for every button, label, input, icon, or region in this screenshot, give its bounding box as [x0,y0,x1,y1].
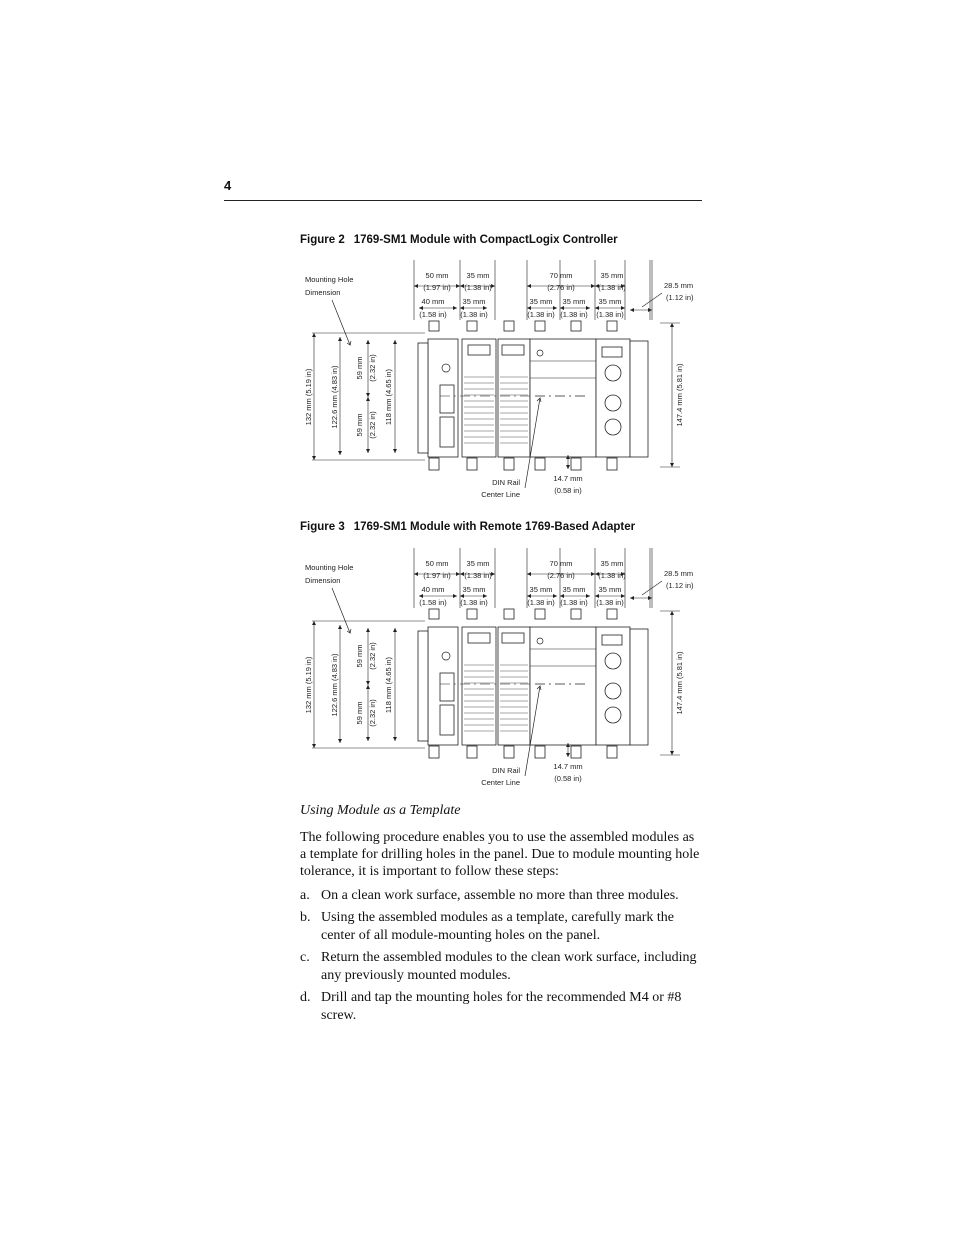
mounting-tab [571,458,581,470]
mounting-tab [429,746,439,758]
step-item [300,909,702,945]
io-module [498,627,530,745]
procedure-steps [300,887,702,1029]
mounting-tab [571,609,581,619]
dimension-label: 14.7 mm [553,762,583,771]
mounting-hole-label: Dimension [305,576,341,585]
page-number: 4 [224,178,232,193]
mounting-tab [535,609,545,619]
dimension-label: (2.32 in) [368,642,377,670]
dimension-label: 35 mm [600,271,624,280]
dimension-label: 147.4 mm (5.81 in) [675,363,684,427]
mounting-tab [607,321,617,331]
din-rail-label: Center Line [481,778,520,787]
dimension-label: (1.38 in) [464,283,492,292]
mounting-hole-label: Mounting Hole [305,563,354,572]
figure-2-diagram [290,255,700,505]
mounting-tab [504,746,514,758]
port-connector-icon [605,683,621,699]
dimension-label: (1.38 in) [527,598,555,607]
port-connector-icon [605,653,621,669]
end-cap [418,631,428,741]
dimension-label: (2.76 in) [547,571,575,580]
mounting-tab [429,458,439,470]
dimension-label: (2.32 in) [368,354,377,382]
mounting-tab [467,609,477,619]
dimension-label: 35 mm [600,559,624,568]
figure-3-title: 1769-SM1 Module with Remote 1769-Based Adapter [353,521,636,533]
mounting-tab [504,458,514,470]
dimension-label: (1.38 in) [598,571,626,580]
dimension-label: 50 mm [425,559,449,568]
dimension-label: 50 mm [425,271,449,280]
dimension-label: 70 mm [549,271,573,280]
dimension-label: (1.38 in) [596,598,624,607]
dimension-label: 35 mm [462,585,486,594]
mounting-tab [467,321,477,331]
dimension-label: (1.12 in) [666,293,694,302]
dimension-label: 59 mm [355,356,364,380]
port-connector [440,385,454,413]
end-cap [418,343,428,453]
port-connector-icon [605,365,621,381]
dimension-label: 59 mm [355,701,364,725]
figure-2-number: Figure 2 [300,234,345,246]
dimension-label: (1.58 in) [419,310,447,319]
figure-3-caption [300,521,635,533]
leader-line [332,588,351,633]
port-connector [440,705,454,735]
dimension-label: 35 mm [462,297,486,306]
dimension-label: (0.58 in) [554,486,582,495]
mounting-tab [607,609,617,619]
dimension-label: 147.4 mm (5.81 in) [675,651,684,715]
end-cap [630,629,648,745]
dimension-label: (2.32 in) [368,411,377,439]
dimension-label: 40 mm [421,297,445,306]
led-panel [602,635,622,645]
figure-3-diagram [290,543,700,793]
din-rail-label: Center Line [481,490,520,499]
mounting-tab [467,746,477,758]
din-rail-label: DIN Rail [492,478,520,487]
dimension-label: 59 mm [355,644,364,668]
dimension-label: 118 mm (4.65 in) [384,656,393,714]
dimension-label: 40 mm [421,585,445,594]
mounting-tab [607,458,617,470]
dimension-label: (1.38 in) [460,310,488,319]
port-connector-icon [605,707,621,723]
mounting-tab [535,458,545,470]
leader-line [332,300,351,345]
dimension-label: (2.32 in) [368,699,377,727]
step-letter: c. [300,950,310,965]
dimension-label: 132 mm (5.19 in) [304,368,313,426]
step-item [300,887,702,905]
logo-icon [537,638,543,644]
dimension-label: 132 mm (5.19 in) [304,656,313,714]
figure-2-caption [300,234,618,246]
mounting-tab [504,321,514,331]
step-item [300,949,702,985]
mounting-hole-label: Mounting Hole [305,275,354,284]
dimension-label: 35 mm [598,585,622,594]
port-connector-icon [605,419,621,435]
led-panel [502,633,524,643]
dimension-label: 35 mm [529,297,553,306]
port-connector [440,673,454,701]
port-connector-icon [605,395,621,411]
io-module [462,627,496,745]
led-panel [502,345,524,355]
figure-2-title: 1769-SM1 Module with CompactLogix Controller [353,234,618,246]
dimension-label: 35 mm [466,271,490,280]
section-title: Using Module as a Template [300,803,461,818]
dimension-label: (1.97 in) [423,571,451,580]
step-item [300,989,702,1025]
step-text: Drill and tap the mounting holes for the recommended M4 or #8 screw. [321,990,682,1023]
dimension-label: (1.38 in) [598,283,626,292]
step-letter: a. [300,888,310,903]
dimension-label: 14.7 mm [553,474,583,483]
figure-3-number: Figure 3 [300,521,345,533]
io-module [462,339,496,457]
dimension-label: 59 mm [355,413,364,437]
mounting-tab [571,746,581,758]
mounting-tab [607,746,617,758]
end-cap [630,341,648,457]
header-rule [224,200,702,201]
figure-3-svg [290,543,700,793]
led-panel [468,345,490,355]
logo-icon [537,350,543,356]
dimension-label: 35 mm [562,297,586,306]
mounting-hole-label: Dimension [305,288,341,297]
dimension-label: 35 mm [598,297,622,306]
step-letter: b. [300,910,311,925]
intro-paragraph: The following procedure enables you to use the assembled modules as a template for drilling holes in the panel. Due to module mounting hole tolerance, it is important to follow these steps: [300,830,700,879]
io-module [498,339,530,457]
mounting-tab [535,321,545,331]
dimension-label: (1.38 in) [596,310,624,319]
dimension-label: 28.5 mm [664,569,694,578]
dimension-label: 35 mm [466,559,490,568]
mounting-tab [504,609,514,619]
dimension-label: (1.38 in) [460,598,488,607]
mounting-tab [467,458,477,470]
din-rail-label: DIN Rail [492,766,520,775]
mounting-tab [429,321,439,331]
step-letter: d. [300,990,311,1005]
dimension-label: 70 mm [549,559,573,568]
dimension-label: (1.38 in) [464,571,492,580]
step-text: Using the assembled modules as a template, carefully mark the center of all module-mounting holes on the panel. [321,910,675,943]
mounting-tab [429,609,439,619]
dimension-label: 122.6 mm (4.83 in) [330,365,339,429]
dimension-label: (1.38 in) [560,310,588,319]
dimension-label: (1.38 in) [527,310,555,319]
port-connector [440,417,454,447]
led-panel [468,633,490,643]
led-panel [602,347,622,357]
dimension-label: (2.76 in) [547,283,575,292]
dimension-label: 35 mm [562,585,586,594]
figure-2-svg [290,255,700,505]
dimension-label: 122.6 mm (4.83 in) [330,653,339,717]
dimension-label: 118 mm (4.65 in) [384,368,393,426]
dimension-label: (1.12 in) [666,581,694,590]
dimension-label: (1.58 in) [419,598,447,607]
dimension-label: (1.97 in) [423,283,451,292]
status-indicator [442,364,450,372]
step-text: Return the assembled modules to the clean work surface, including any previously mounted modules. [321,950,697,983]
mounting-tab [535,746,545,758]
dimension-label: (0.58 in) [554,774,582,783]
step-text: On a clean work surface, assemble no more than three modules. [321,888,679,903]
dimension-label: (1.38 in) [560,598,588,607]
mounting-tab [571,321,581,331]
status-indicator [442,652,450,660]
dimension-label: 35 mm [529,585,553,594]
dimension-label: 28.5 mm [664,281,694,290]
